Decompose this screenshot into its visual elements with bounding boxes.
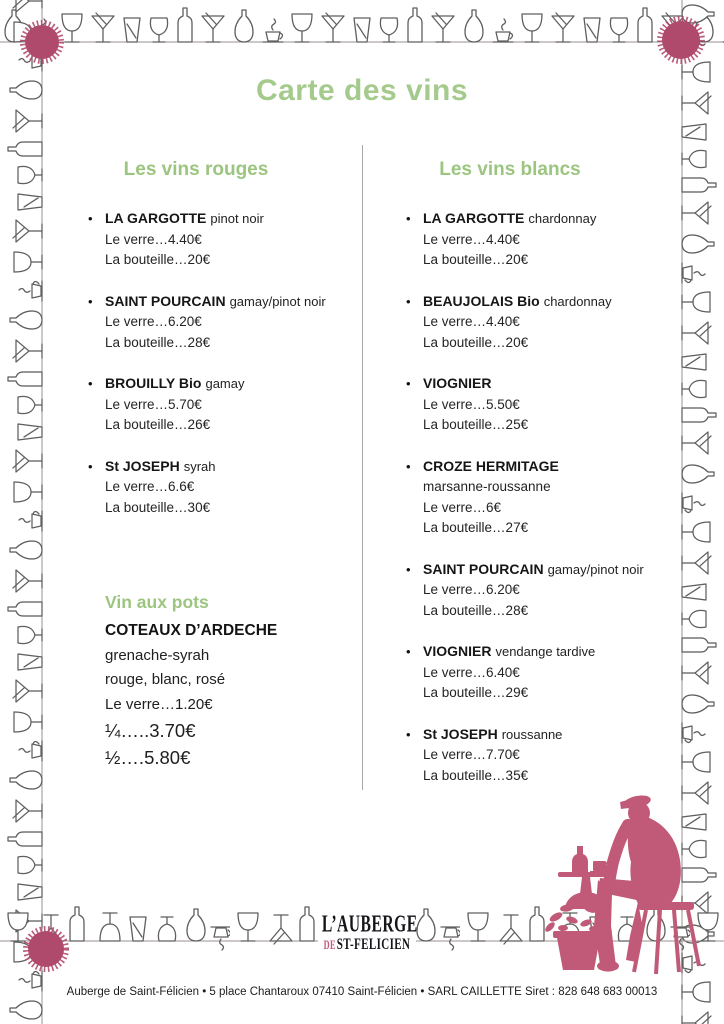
wine-name: St JOSEPH: [423, 725, 498, 742]
wine-name: LA GARGOTTE: [423, 210, 525, 226]
wine-grape: gamay/pinot noir: [229, 293, 326, 309]
wine-grape: gamay/pinot noir: [547, 561, 644, 577]
wine-glass-price: Le verre…4.40€: [105, 231, 202, 247]
wine-name-line: [423, 724, 713, 746]
wine-name-line: [105, 291, 395, 313]
wine-name: SAINT POURCAIN: [105, 292, 226, 309]
footer-address: Auberge de Saint-Félicien • 5 place Chantaroux 07410 Saint-Félicien • SARL CAILLETTE Siret : 828 648 683 00013: [66, 986, 658, 998]
wine-bottle-price: La bouteille…20€: [423, 334, 529, 350]
seated-man-illustration: [536, 776, 724, 976]
wine-name: BEAUJOLAIS Bio: [423, 292, 540, 309]
wine-bottle-price: La bouteille…28€: [423, 602, 529, 618]
wine-name-line: [423, 291, 713, 313]
wine-name-line: [105, 456, 395, 478]
wine-grape: syrah: [183, 458, 216, 474]
wine-glass-price: Le verre…4.40€: [423, 231, 520, 247]
wine-name: St JOSEPH: [105, 457, 180, 474]
wine-name-line: [423, 456, 713, 478]
wine-grape: gamay: [205, 376, 245, 391]
logo-line2: [322, 934, 412, 954]
wine-name: SAINT POURCAIN: [423, 560, 544, 577]
wine-bottle-price: La bouteille…35€: [423, 767, 529, 783]
white-wine-list: [423, 208, 713, 806]
pots-colors-line: rouge, blanc, rosé: [105, 671, 226, 688]
wine-glass-price: Le verre…4.40€: [423, 314, 520, 329]
wine-name-line: [423, 641, 713, 663]
wine-grape: vendange tardive: [495, 644, 596, 659]
wine-glass-price: Le verre…7.70€: [423, 747, 520, 762]
logo-de: DE: [323, 938, 336, 952]
wine-name-line: [105, 208, 395, 230]
border-left: [0, 0, 55, 1024]
wine-name: CROZE HERMITAGE: [423, 457, 559, 474]
table-bottle-icon: [572, 846, 588, 872]
vin-aux-pots-heading: Vin aux pots: [105, 592, 209, 612]
wine-glass-price: Le verre…6.20€: [423, 582, 520, 597]
wine-glass-price: Le verre…5.50€: [423, 396, 520, 412]
wine-name-line: [423, 559, 713, 581]
wine-bottle-price: La bouteille…27€: [423, 520, 529, 535]
auberge-logo: [318, 909, 418, 954]
wine-bottle-price: La bouteille…29€: [423, 685, 529, 700]
wine-entry: [105, 373, 395, 436]
logo-name: ST-FELICIEN: [336, 934, 411, 954]
vin-aux-pots-section: [105, 592, 365, 771]
wine-entry: [105, 291, 395, 354]
wine-grape: chardonnay: [528, 211, 597, 226]
wine-grape: roussanne: [501, 726, 563, 742]
wine-name: BROUILLY Bio: [105, 375, 202, 391]
wine-entry: [105, 208, 395, 271]
wine-bottle-price: La bouteille…25€: [423, 417, 529, 432]
wine-glass-price: Le verre…6.6€: [105, 479, 195, 494]
logo-line1: L’AUBERGE: [321, 909, 418, 938]
wine-entry: [105, 456, 395, 519]
wine-entry: [423, 559, 713, 622]
wine-name-line: [105, 373, 395, 395]
stool: [634, 902, 699, 974]
wine-grape-subline: marsanne-roussanne: [423, 479, 551, 494]
wine-entry: [423, 373, 713, 436]
wine-name-line: [423, 373, 713, 395]
page-title: Carte des vins: [255, 74, 469, 107]
wine-name-line: [423, 208, 713, 230]
wine-entry: [423, 208, 713, 271]
wine-grape: pinot noir: [210, 211, 264, 226]
wine-entry: [423, 291, 713, 354]
wine-name: VIOGNIER: [423, 375, 492, 391]
wine-entry: [423, 456, 713, 539]
wine-bottle-price: La bouteille…28€: [105, 334, 211, 350]
wine-entry: [423, 641, 713, 704]
red-wine-list: [105, 208, 395, 538]
border-top: [0, 0, 724, 55]
wine-bottle-price: La bouteille…26€: [105, 417, 211, 432]
heading-vins-blancs: Les vins blancs: [439, 159, 581, 180]
wine-name: LA GARGOTTE: [105, 210, 207, 226]
wine-bottle-price: La bouteille…20€: [105, 252, 211, 267]
wine-glass-price: Le verre…6.40€: [423, 664, 520, 680]
wine-name: VIOGNIER: [423, 643, 492, 659]
wine-bottle-price: La bouteille…30€: [105, 499, 211, 515]
heading-vins-rouges: Les vins rouges: [123, 159, 269, 180]
wine-grape: chardonnay: [543, 293, 612, 309]
wine-glass-price: Le verre…6.20€: [105, 314, 202, 329]
pots-wine-name: COTEAUX D’ARDECHE: [105, 622, 278, 639]
pots-grape-line: grenache-syrah: [105, 646, 210, 664]
pots-half-price: ½….5.80€: [105, 747, 191, 768]
pots-glass-price: Le verre…1.20€: [105, 695, 213, 713]
wine-bottle-price: La bouteille…20€: [423, 252, 529, 267]
wine-glass-price: Le verre…5.70€: [105, 396, 202, 412]
wine-glass-price: Le verre…6€: [423, 499, 502, 515]
pots-quarter-price: ¼…..3.70€: [105, 720, 196, 741]
